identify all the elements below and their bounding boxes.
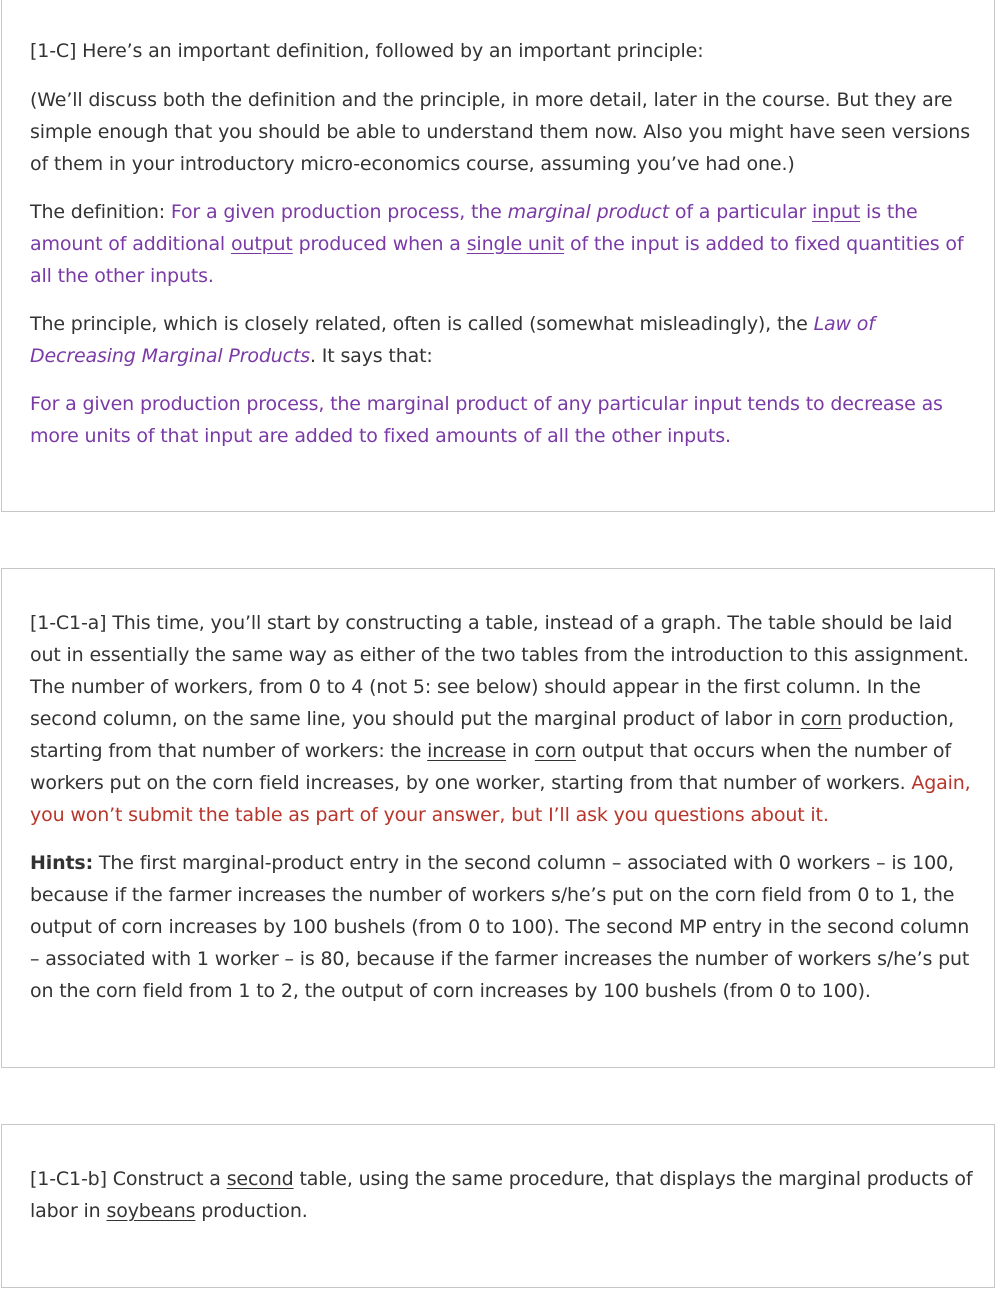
hints-paragraph: Hints: The first marginal-product entry in the second column – associated with 0 workers – is 100, because if the farmer increases the number of workers s/he’s put on the corn field from 0 to 1, the output of corn increases by 100 bushels (from 0 to 100). The second MP entry in the second column – associated with 1 worker – is 80, because if the farmer increases the number of workers s/he’s put on the corn field from 1 to 2, the output of corn increases by 100 bushels (from 0 to 100). <box>30 852 970 1002</box>
card-1-c1-b-instructions: [1-C1-b] Construct a second table, using the same procedure, that displays the marginal products of labor in soybeans production. <box>30 1168 973 1222</box>
law-name: Law of Decreasing Marginal Products <box>30 313 875 367</box>
hints-label: Hints: <box>30 852 94 874</box>
question-card-1-c <box>1 0 995 512</box>
card-1-c1-a-instructions: [1-C1-a] This time, you’ll start by constructing a table, instead of a graph. The table should be laid out in essentially the same way as either of the two tables from the introduction to this assignment. The number of workers, from 0 to 4 (not 5: see below) should appear in the first column. In the second column, on the same line, you should put the marginal product of labor in corn production, starting from that number of workers: the increase in corn output that occurs when the number of workers put on the corn field increases, by one worker, starting from that number of workers. Again, you won’t submit the table as part of your answer, but I’ll ask you questions about it. <box>30 612 971 826</box>
question-card-1-c1-a <box>1 568 995 1068</box>
submission-note: Again, you won’t submit the table as part of your answer, but I’ll ask you questions about it. <box>30 772 971 826</box>
card-1-c-heading: [1-C] Here’s an important definition, followed by an important principle: <box>30 40 704 62</box>
definition-label: The definition: <box>30 201 171 223</box>
question-card-1-c1-b <box>1 1124 995 1288</box>
principle-paragraph: The principle, which is closely related, often is called (somewhat misleadingly), the Law of Decreasing Marginal Products. It says that: <box>30 313 875 367</box>
definition-paragraph <box>30 196 975 292</box>
card-1-c-intro: (We’ll discuss both the definition and the principle, in more detail, later in the course. But they are simple enough that you should be able to understand them now. Also you might have seen versions of them in your introductory micro-economics course, assuming you’ve had one.) <box>30 89 970 175</box>
principle-statement: For a given production process, the marginal product of any particular input tends to decrease as more units of that input are added to fixed amounts of all the other inputs. <box>30 393 943 447</box>
definition-text: For a given production process, the marginal product of a particular input is the amount of additional output produced when a single unit of the input is added to fixed quantities of all the other inputs. <box>30 201 964 287</box>
